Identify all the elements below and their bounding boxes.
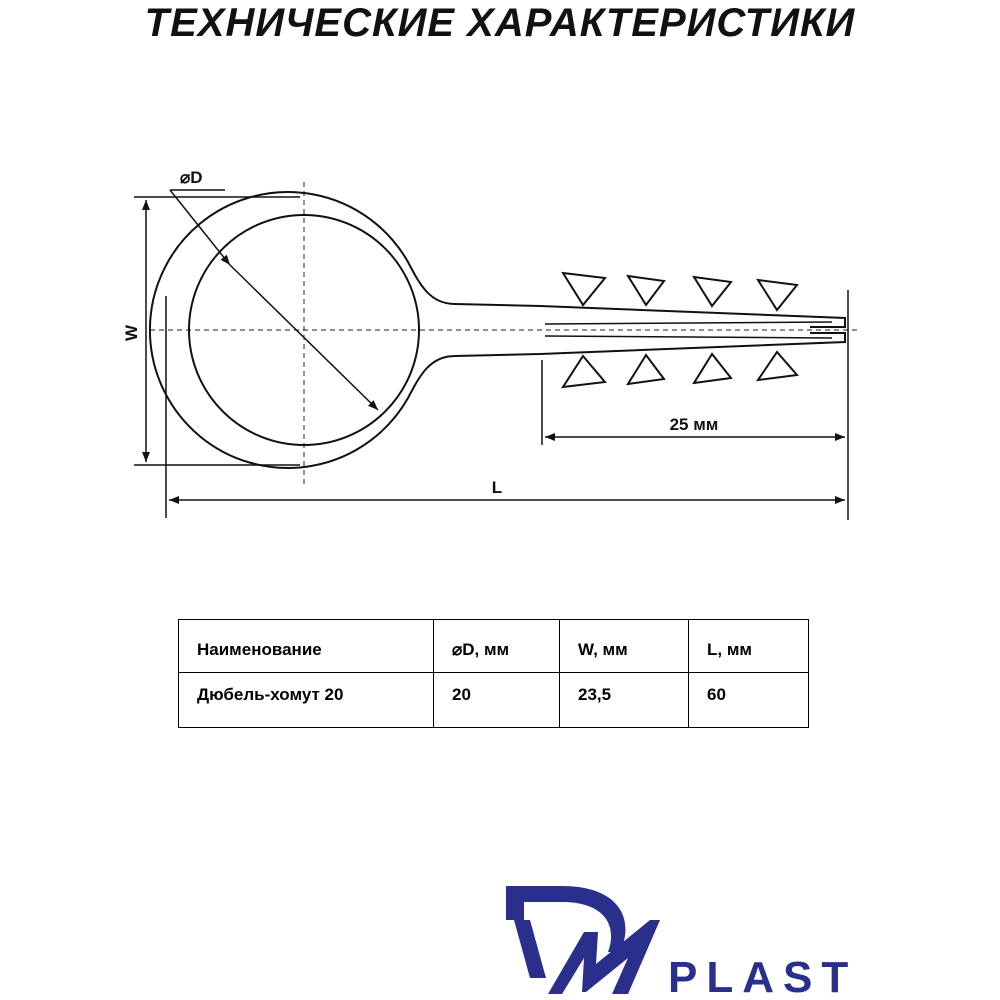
center-lines: [150, 182, 860, 485]
barb-length-label: 25 мм: [669, 415, 719, 434]
header-length: L, мм: [689, 620, 809, 673]
barb-length-dimension: [542, 290, 848, 520]
dm-plast-logo: [500, 880, 890, 1000]
clamp-body: [150, 192, 845, 468]
ring-outer-shank: [150, 192, 845, 468]
length-label: L: [491, 478, 503, 497]
barbs-bottom: [563, 352, 797, 387]
barbs-top: [563, 273, 797, 310]
cell-length: 60: [689, 673, 809, 728]
header-width: W, мм: [560, 620, 689, 673]
length-dimension: [166, 296, 845, 518]
diameter-label: ⌀D: [180, 168, 203, 187]
header-name: Наименование: [179, 620, 434, 673]
cell-diameter: 20: [434, 673, 560, 728]
cell-width: 23,5: [560, 673, 689, 728]
inner-slot: [545, 322, 832, 338]
table-header-row: [179, 620, 809, 673]
spec-table: [178, 619, 809, 728]
header-diameter: ⌀D, мм: [434, 620, 560, 673]
cell-name: Дюбель-хомут 20: [179, 673, 434, 728]
logo-m-shape: [548, 920, 660, 994]
page-title: ТЕХНИЧЕСКИЕ ХАРАКТЕРИСТИКИ: [144, 1, 856, 45]
width-dimension: [134, 197, 300, 465]
logo-word: PLAST: [668, 953, 858, 1000]
table-row: [179, 673, 809, 728]
width-label: W: [122, 324, 141, 342]
